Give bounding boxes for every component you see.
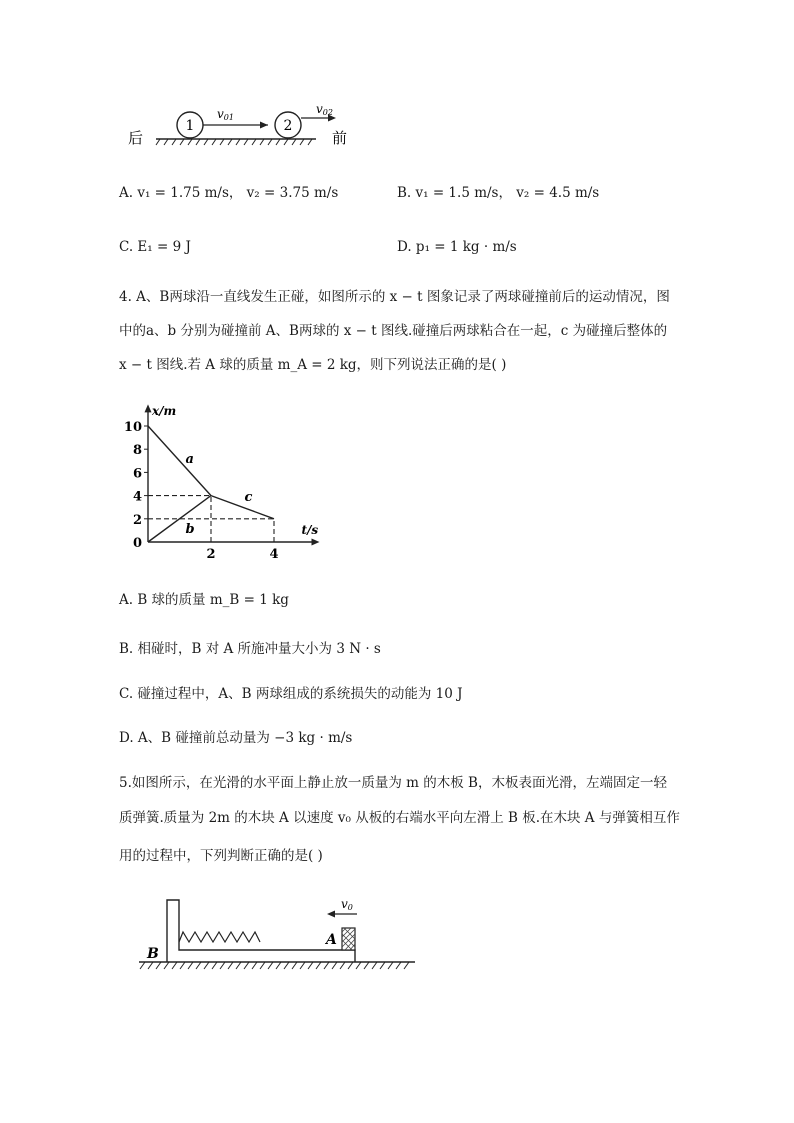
y-axis-arrow-icon <box>145 404 152 412</box>
v01-label: v01 <box>217 107 234 122</box>
q4-option-b[interactable]: B. 相碰时，B 对 A 所施冲量大小为 3 N · s <box>119 641 381 657</box>
q3-option-b[interactable]: B. v₁ = 1.5 m/s， v₂ = 4.5 m/s <box>397 185 600 201</box>
two-balls-figure <box>120 98 360 154</box>
y-tick-label-4: 4 <box>132 489 142 505</box>
arrow-v0-icon <box>327 911 335 918</box>
y-tick-label-8: 8 <box>132 443 142 459</box>
ball-2-label: 2 <box>283 118 293 134</box>
arrow-v01-icon <box>260 122 268 129</box>
board-b <box>167 900 355 962</box>
q3-option-a[interactable]: A. v₁ = 1.75 m/s， v₂ = 3.75 m/s <box>119 185 339 201</box>
ball-1-label: 1 <box>185 118 195 134</box>
series-line-c <box>211 496 274 519</box>
board-spring-figure <box>133 892 423 974</box>
y-tick-label-10: 10 <box>123 420 142 435</box>
q3-option-c[interactable]: C. E₁ = 9 J <box>119 239 191 255</box>
y-tick-label-2: 2 <box>132 512 142 528</box>
series-line-a <box>148 426 211 496</box>
v0-label: v0 <box>341 897 353 912</box>
y-tick-label-0: 0 <box>132 536 142 551</box>
q4-option-a[interactable]: A. B 球的质量 m_B = 1 kg <box>119 592 289 608</box>
label-a: A <box>326 932 337 948</box>
series-label-b: b <box>185 521 195 537</box>
q5-stem-line-3: 用的过程中，下列判断正确的是( ) <box>119 848 323 864</box>
q4-stem-line-1: 4. A、B两球沿一直线发生正碰，如图所示的 x − t 图象记录了两球碰撞前后的运动情况，图 <box>119 289 670 305</box>
xt-graph <box>118 398 338 563</box>
q5-stem-line-2: 质弹簧.质量为 2m 的木块 A 以速度 v₀ 从板的右端水平向左滑上 B 板.在木块 A 与弹簧相互作 <box>119 810 680 826</box>
y-tick-label-6: 6 <box>132 466 142 482</box>
spring <box>179 932 260 942</box>
q4-stem-line-3: x − t 图线.若 A 球的质量 m_A = 2 kg，则下列说法正确的是( ) <box>119 357 507 373</box>
x-tick-label-2: 2 <box>206 547 216 562</box>
front-label: 前 <box>332 129 348 147</box>
q4-option-c[interactable]: C. 碰撞过程中，A、B 两球组成的系统损失的动能为 10 J <box>119 686 463 702</box>
q5-stem-line-1: 5.如图所示，在光滑的水平面上静止放一质量为 m 的木板 B，木板表面光滑，左端固定一轻 <box>119 775 667 791</box>
series-label-c: c <box>244 490 253 506</box>
label-b: B <box>147 946 159 962</box>
v02-label: v02 <box>316 102 333 117</box>
y-axis-label: x/m <box>152 404 177 418</box>
q4-option-d[interactable]: D. A、B 碰撞前总动量为 −3 kg · m/s <box>119 730 353 746</box>
q3-option-d[interactable]: D. p₁ = 1 kg · m/s <box>397 239 517 255</box>
q4-stem-line-2: 中的a、b 分别为碰撞前 A、B两球的 x − t 图线.碰撞后两球粘合在一起，c 为碰撞后整体的 <box>119 323 668 339</box>
x-axis-arrow-icon <box>312 539 320 546</box>
x-tick-label-4: 4 <box>269 547 279 562</box>
back-label: 后 <box>128 129 144 147</box>
x-axis-label: t/s <box>301 523 319 537</box>
series-label-a: a <box>185 451 194 467</box>
